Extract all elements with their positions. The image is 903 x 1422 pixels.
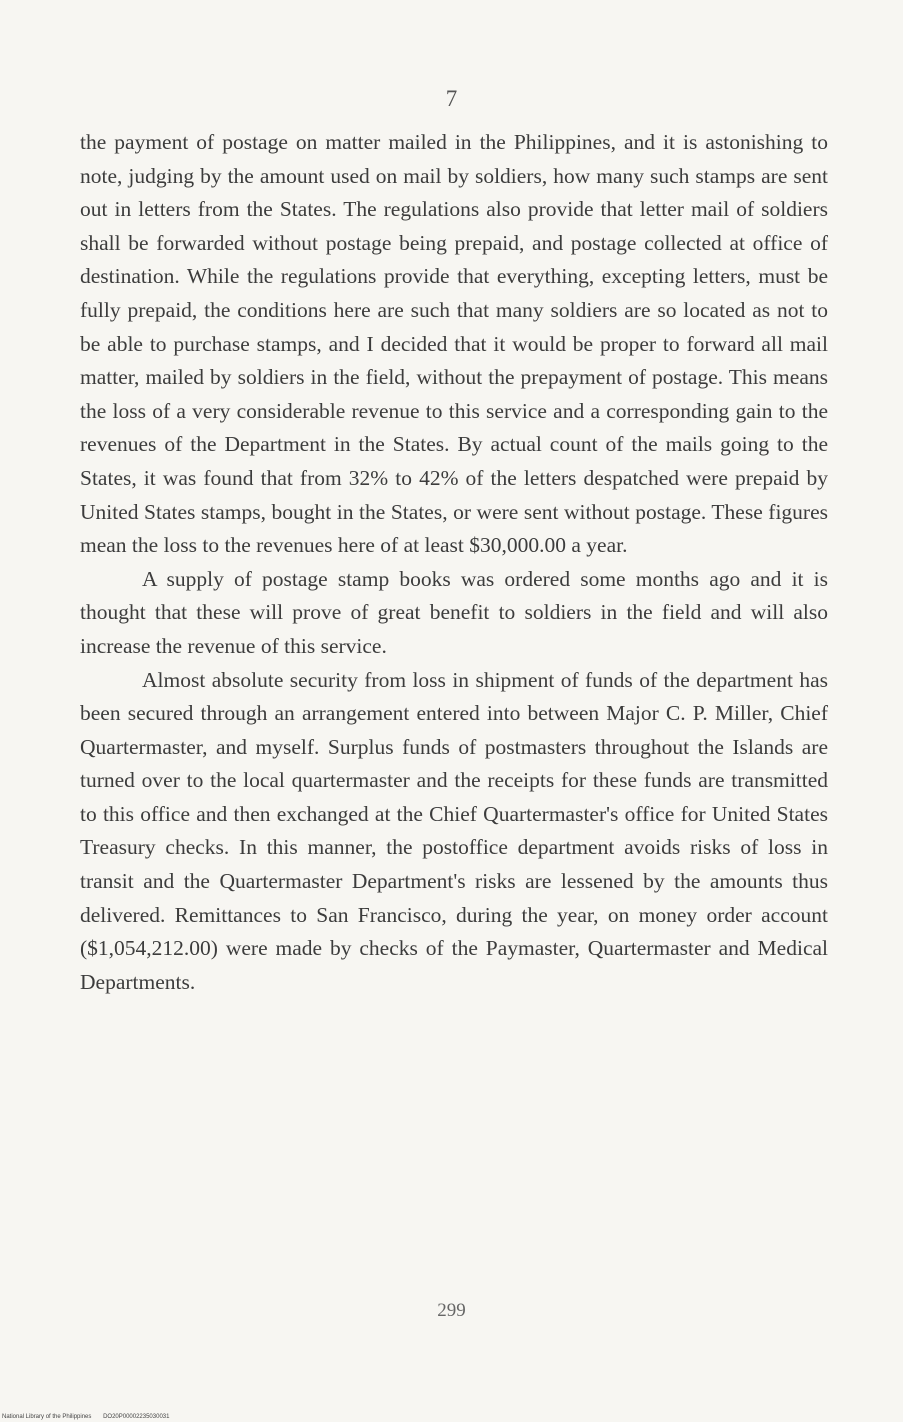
scan-footer bbox=[2, 1414, 169, 1420]
paragraph-postage-soldiers: the payment of postage on matter mailed in the Philippines, and it is astonishing to note, judging by the amount used on mail by soldiers, how many such stamps are sent out in letters from the States. The regulations also provide that letter mail of soldiers shall be forwarded without postage being prepaid, and postage collected at office of destination. While the regulations provide that everything, excepting letters, must be fully prepaid, the conditions here are such that many soldiers are so located as not to be able to purchase stamps, and I decided that it would be proper to forward all mail matter, mailed by soldiers in the field, without the prepayment of postage. This means the loss of a very considerable revenue to this service and a corresponding gain to the revenues of the Department in the States. By actual count of the mails going to the States, it was found that from 32% to 42% of the letters despatched were prepaid by United States stamps, bought in the States, or were sent without postage. These figures mean the loss to the revenues here of at least $30,000.00 a year. bbox=[80, 130, 828, 558]
footer-identifier: DO20P00002235030031 bbox=[103, 1414, 170, 1420]
body-text bbox=[80, 126, 828, 999]
paragraph-stamp-books: A supply of postage stamp books was ordered some months ago and it is thought that these will prove of great benefit to soldiers in the field and will also increase the revenue of this service. bbox=[80, 566, 828, 658]
footer-institution: National Library of the Philippines bbox=[2, 1414, 92, 1420]
page-number-bottom: 299 bbox=[437, 1300, 466, 1321]
paragraph-funds-security: Almost absolute security from loss in shipment of funds of the department has been secured through an arrangement entered into between Major C. P. Miller, Chief Quartermaster, and myself. Surplus funds of postmasters throughout the Islands are turned over to the local quartermaster and the receipts for these funds are transmitted to this office and then exchanged at the Chief Quartermaster's office for United States Treasury checks. In this manner, the postoffice department avoids risks of loss in transit and the Quartermaster Department's risks are lessened by the amounts thus delivered. Remittances to San Francisco, during the year, on money order account ($1,054,212.00) were made by checks of the Paymaster, Quartermaster and Medical Departments. bbox=[80, 667, 828, 994]
page-number-top: 7 bbox=[445, 86, 458, 111]
